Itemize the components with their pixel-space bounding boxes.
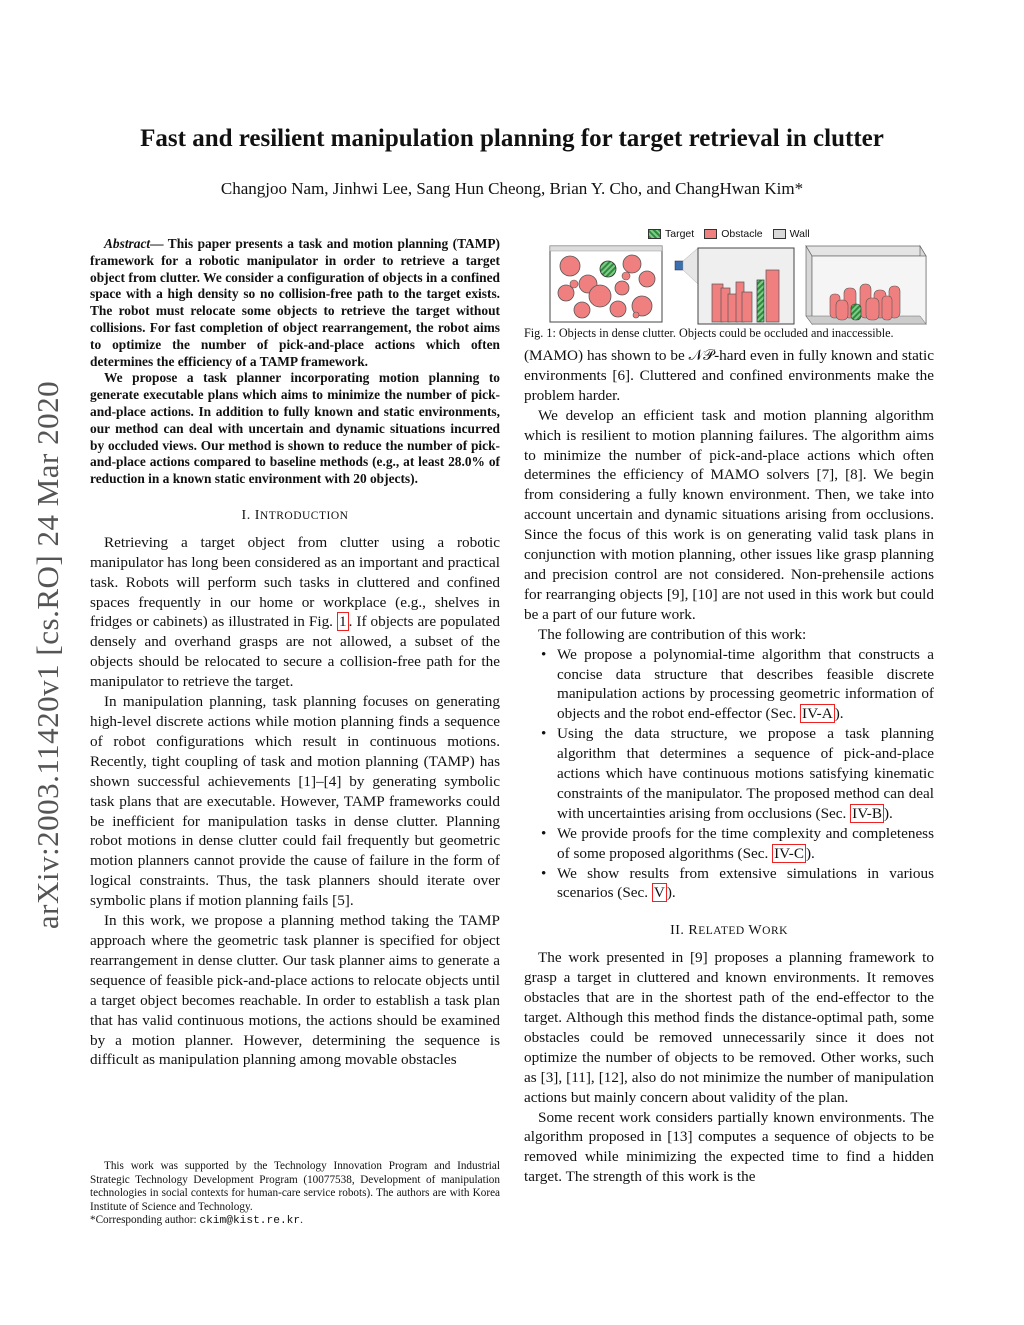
intro-paragraph-3: In this work, we propose a planning method taking the TAMP approach where the geometric task planner is specified for object rearrangement in dense clutter. Our task planner aims to generate a sequence of feasible pick-and-place actions to relocate objects until a target object becomes reachable. In order to establish a task plan that has valid continuous motions, the actions should be examined by a motion planner. However, determining the sequence is difficult as manipulation planning among movable obstacles xyxy=(90,912,500,1069)
abstract-paragraph-2: We propose a task planner incorporating motion planning to generate executable plans which aims to minimize the number of pick-and-place actions. In addition to fully known and static environments, our method can deal with uncertain and dynamic situations incurred by occluded views. Our method is shown to reduce the number of pick-and-place actions compared to baseline methods (e.g., at least 28.0% of reduction in a known static environment with 20 objects). xyxy=(90,370,500,487)
section-heading-related-work: II. RELATED WORK xyxy=(670,923,788,939)
figure-clutter-illustration xyxy=(548,226,928,326)
target-object xyxy=(600,261,616,277)
section-ref-link[interactable]: IV-A xyxy=(802,705,833,723)
camera-view-panel xyxy=(675,248,794,324)
figure-caption: Fig. 1: Objects in dense clutter. Objects could be occluded and inaccessible. xyxy=(524,326,894,340)
left-column xyxy=(90,236,500,1070)
figure-ref-link[interactable]: 1 xyxy=(338,613,347,631)
section-ref-link[interactable]: V xyxy=(653,884,665,902)
contribution-item: • We propose a polynomial-time algorithm that constructs a concise data structure that describes feasible discrete manipulation actions by processing geometric information of objects and the robot end-effector (Sec. IV-A ). xyxy=(557,645,934,725)
contribution-item: • Using the data structure, we propose a task planning algorithm that determines a sequence of pick-and-place actions which have continuous motions satisfying kinematic constraints of the manipulator. The proposed method can deal with uncertainties arising from occlusions (Sec. IV-B ). xyxy=(557,724,934,824)
legend-target: Target xyxy=(648,228,694,240)
section-ref-link[interactable]: IV-C xyxy=(774,844,804,862)
top-view-panel xyxy=(550,246,662,322)
related-paragraph-2: Some recent work considers partially known environments. The algorithm proposed in [13] computes a sequence of objects to be removed while minimizing the expected time to find a hidden target. The strength of this work is the xyxy=(524,1108,934,1186)
right-column xyxy=(524,346,934,1187)
abstract-paragraph-1: Abstract— This paper presents a task and motion planning (TAMP) framework for a robotic manipulator in order to retrieve a target object from clutter. We consider a configuration of objects in a confined space with a high density so no collision-free path to the target exists. The robot must relocate some objects to retrieve the target without collisions. For fast completion of object rearrangement, the robot aims to optimize the number of pick-and-place actions which often determines the efficiency of a TAMP framework. xyxy=(90,236,500,369)
legend-wall: Wall xyxy=(773,228,810,240)
paper-title: Fast and resilient manipulation planning for target retrieval in clutter xyxy=(140,125,884,152)
corresponding-email: ckim@kist.re.kr xyxy=(199,1215,301,1228)
paper-authors: Changjoo Nam, Jinhwi Lee, Sang Hun Cheong, Brian Y. Cho, and ChangHwan Kim* xyxy=(220,179,804,198)
footnote xyxy=(90,1160,500,1229)
abstract-label: Abstract xyxy=(104,236,151,251)
target-object xyxy=(757,280,764,322)
section-ref-link[interactable]: IV-B xyxy=(852,804,882,822)
contribution-list xyxy=(524,645,934,904)
footnote-text: This work was supported by the Technology Innovation Program and Industrial Strategic Technology Development Program (10077538, Development of manipulation technologies in social contexts for human-care service robots). The authors are with Korea Institute of Science and Technology. xyxy=(90,1160,500,1213)
legend-obstacle: Obstacle xyxy=(704,228,762,240)
intro-paragraph-1: Retrieving a target object from clutter using a robotic manipulator has long been considered as an important and practical task. Robots will perform such tasks in cluttered and confined spaces frequently in our home or workplace (e.g., shelves in fridges or cabinets) as illustrated in Fig. 1 . If objects are populated densely and overhand grasps are not allowed, a subset of the objects should be relocated to secure a collision-free path for the manipulator to retrieve the target. xyxy=(90,533,500,691)
camera-icon xyxy=(675,261,683,270)
contribution-item: • We show results from extensive simulations in various scenarios (Sec. V ). xyxy=(557,864,934,904)
arxiv-identifier: arXiv:2003.11420v1 [cs.RO] 24 Mar 2020 xyxy=(30,380,65,930)
right-paragraph-1: We develop an efficient task and motion planning algorithm which is resilient to motion planning failures. The algorithm aims to minimize the number of pick-and-place actions which often determines the efficiency of MAMO solvers [7], [8]. We begin from considering a fully known environment. Then, we take into account uncertain and dynamic situations arising from occlusions. Since the focus of this work is on generating valid task plans in conjunction with motion planning, other issues like grasp planning and precision control are not considered. Non-prehensile actions for rearranging objects [9], [10] are not used in this work but could be a part of our future work. xyxy=(524,406,934,623)
section-heading-introduction: I. INTRODUCTION xyxy=(241,507,349,523)
contribution-item: • We provide proofs for the time complexity and completeness of some proposed algorithms (Sec. IV-C ). xyxy=(557,824,934,864)
right-paragraph-2: The following are contribution of this work: xyxy=(538,625,807,643)
intro-paragraph-2: In manipulation planning, task planning focuses on generating high-level discrete actions while motion planning finds a sequence of robot configurations which result in continuous motions. Recently, tight coupling of task and motion planning (TAMP) has shown successful achievements [1]–[4] by generating symbolic task plans that are executable. However, TAMP frameworks could be inefficient for manipulation tasks in dense clutter. Planning robot motions in dense clutter could fail frequently but geometric motion planners cannot provide the cause of failure in the form of logical constraints. Thus, the task planners should iterate over symbolic plans if motion planning fails [5]. xyxy=(90,693,500,910)
related-paragraph-1: The work presented in [9] proposes a planning framework to grasp a target in cluttered and known environments. It removes obstacles that are in the shortest path of the end-effector to the target. Although this method finds the distance-optimal path, some obstacles could be removed unnecessarily since it does not optimize the number of objects to be removed. Other works, such as [3], [11], [12], also do not minimize the number of manipulation actions but mainly concern about validity of the plan. xyxy=(524,949,934,1106)
footnote-corresponding: *Corresponding author: ckim@kist.re.kr. xyxy=(90,1214,303,1228)
right-paragraph-0: (MAMO) has shown to be 𝒩𝒫-hard even in fully known and static environments [6]. Cluttered and confined environments make the problem harder. xyxy=(524,347,934,404)
target-object xyxy=(851,304,861,320)
shelf-3d-panel xyxy=(806,246,926,324)
